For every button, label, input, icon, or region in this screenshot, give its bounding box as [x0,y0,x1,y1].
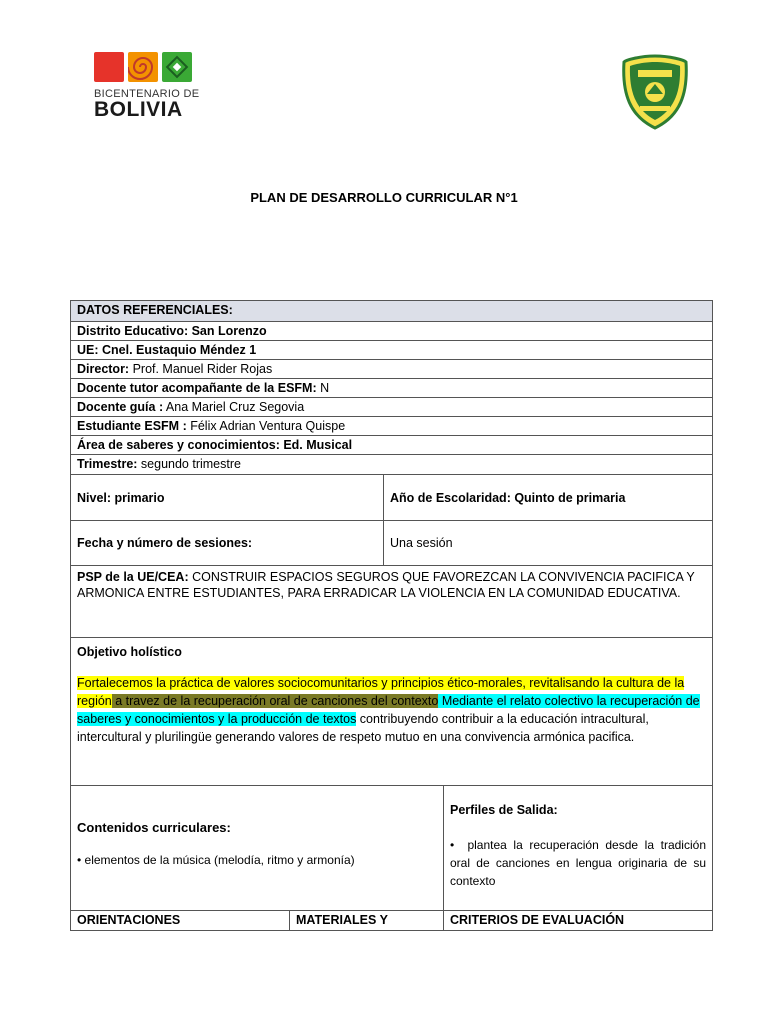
trimestre-row [71,455,713,475]
psp-cell [71,566,713,638]
ue-row: UE: Cnel. Eustaquio Méndez 1 [71,341,713,360]
bicentenario-logo [94,52,200,126]
perfiles-cell [444,786,713,911]
area-row: Área de saberes y conocimientos: Ed. Musical [71,436,713,455]
col-orientaciones: ORIENTACIONES [71,911,290,931]
nivel-cell: Nivel: primario [71,475,384,521]
guia-row [71,398,713,417]
tutor-value: N [316,381,330,395]
tutor-label: Docente tutor acompañante de la ESFM: [77,381,317,395]
objetivo-label: Objetivo holístico [77,645,182,659]
logo-line1: BICENTENARIO DE [94,88,200,100]
director-row [71,360,713,379]
logo-orange-square [128,52,158,82]
datos-referenciales-header: DATOS REFERENCIALES: [71,301,713,322]
objetivo-text [77,674,706,746]
bullet-icon: • [450,838,455,852]
contenidos-item: • elementos de la música (melodía, ritmo y armonía) [77,853,355,867]
perfiles-label: Perfiles de Salida: [450,803,558,817]
document-title: PLAN DE DESARROLLO CURRICULAR N°1 [250,190,518,205]
anio-escolaridad-cell: Año de Escolaridad: Quinto de primaria [384,475,713,521]
fecha-value-cell: Una sesión [384,521,713,566]
fecha-label-cell: Fecha y número de sesiones: [71,521,384,566]
estudiante-label: Estudiante ESFM : [77,419,187,433]
tutor-row [71,379,713,398]
objetivo-part1: Fortalecemos la práctica de valores sociocomunitarios y principios ético-morales, revitalisando la cultura de la región [77,676,685,708]
school-shield-icon [622,54,688,130]
guia-label: Docente guía : [77,400,164,414]
logo-green-square [162,52,192,82]
guia-value: Ana Mariel Cruz Segovia [163,400,305,414]
contenidos-cell [71,786,444,911]
logo-red-square [94,52,124,82]
estudiante-value: Félix Adrian Ventura Quispe [186,419,346,433]
curricular-plan-table [70,300,713,931]
director-label: Director: [77,362,130,376]
perfiles-item: • plantea la recuperación desde la tradición oral de canciones en lengua originaria de su contexto [450,838,706,888]
col-criterios: CRITERIOS DE EVALUACIÓN [444,911,713,931]
distrito-row: Distrito Educativo: San Lorenzo [71,322,713,341]
bullet-icon: • [77,853,82,867]
col-materiales: MATERIALES Y [290,911,444,931]
psp-label: PSP de la UE/CEA: [77,570,189,584]
contenidos-label: Contenidos curriculares: [77,820,231,835]
objetivo-part3: Mediante el relato colectivo la recuperación de saberes y conocimientos y la producción de textos [77,694,700,726]
trimestre-label: Trimestre: [77,457,138,471]
objetivo-part2: a travez de la recuperación oral de canciones del contexto [111,694,439,708]
director-value: Prof. Manuel Rider Rojas [129,362,273,376]
psp-value: CONSTRUIR ESPACIOS SEGUROS QUE FAVOREZCAN LA CONVIVENCIA PACIFICA Y ARMONICA ENTRE ESTUDIANTES, PARA ERRADICAR LA VIOLENCIA EN LA COMUNIDAD EDUCATIVA. [77,570,695,600]
logo-line2: BOLIVIA [94,98,183,121]
estudiante-row [71,417,713,436]
trimestre-value: segundo trimestre [137,457,241,471]
objetivo-cell [71,638,713,786]
objetivo-part4: contribuyendo contribuir a la educación intracultural, intercultural y plurilingüe generando valores de respeto mutuo en una convivencia armónica pacifica. [77,712,649,744]
